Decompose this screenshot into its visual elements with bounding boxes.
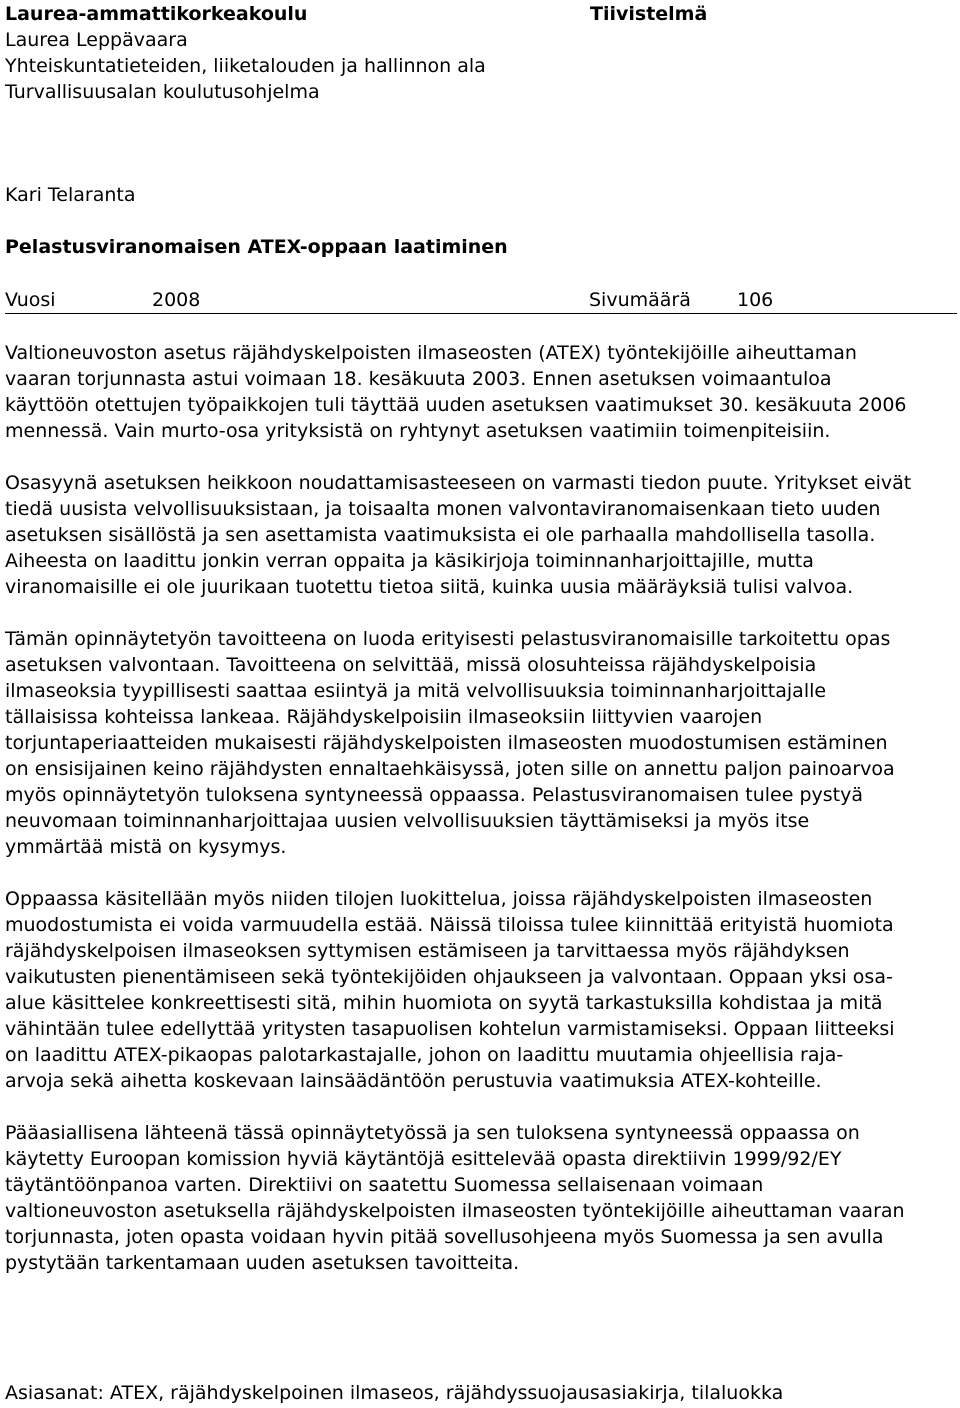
paragraph-line: vähintään tulee edellyttää yritysten tasapuolisen kohtelun varmistamiseksi. Oppaan liitteeksi (5, 1018, 895, 1040)
paragraph-line: Osasyynä asetuksen heikkoon noudattamisasteeseen on varmasti tiedon puute. Yritykset eivät (5, 472, 912, 494)
paragraph-line: viranomaisille ei ole juurikaan tuotettu tietoa siitä, kuinka uusia määräyksiä tulisi valvoa. (5, 576, 854, 598)
document-type: Tiivistelmä (590, 3, 708, 25)
paragraph-line: Pääasiallisena lähteenä tässä opinnäytetyössä ja sen tuloksena syntyneessä oppaassa on (5, 1122, 860, 1144)
paragraph-line: vaikutusten pienentämiseen sekä työntekijöiden ohjaukseen ja valvontaan. Oppaan yksi osa- (5, 966, 893, 988)
abstract-paragraph (5, 340, 957, 444)
abstract-paragraph (5, 626, 957, 860)
paragraph-line: torjuntaperiaatteiden mukaisesti räjähdyskelpoisten ilmaseosten muodostumisen estäminen (5, 732, 888, 754)
paragraph-line: valtioneuvoston asetuksella räjähdyskelpoisten ilmaseosten työntekijöille aiheuttaman vaaran (5, 1200, 905, 1222)
paragraph-gap (5, 860, 957, 886)
paragraph-line: neuvomaan toiminnanharjoittajaa uusien velvollisuuksien täyttämiseksi ja myös itse (5, 810, 810, 832)
pages-value: 106 (737, 289, 774, 311)
abstract-paragraph (5, 1120, 957, 1276)
paragraph-line: ilmaseoksia tyypillisesti saattaa esiintyä ja mitä velvollisuuksia toiminnanharjoittajalle (5, 680, 827, 702)
keywords-line: Asiasanat: ATEX, räjähdyskelpoinen ilmaseos, räjähdyssuojausasiakirja, tilaluokka (5, 1382, 784, 1404)
paragraph-line: räjähdyskelpoisen ilmaseoksen syttymisen estämiseen ja tarvittaessa myös räjähdyksen (5, 940, 850, 962)
paragraph-line: on laadittu ATEX-pikaopas palotarkastajalle, johon on laadittu muutamia ohjeellisia raja- (5, 1044, 844, 1066)
paragraph-line: Valtioneuvoston asetus räjähdyskelpoisten ilmaseosten (ATEX) työntekijöille aiheuttaman (5, 342, 857, 364)
paragraph-line: käyttöön otettujen työpaikkojen tuli täyttää uuden asetuksen vaatimukset 30. kesäkuuta 2006 (5, 394, 907, 416)
paragraph-line: torjunnasta, joten opasta voidaan hyvin pitää sovellusohjeena myös Suomessa ja sen avulla (5, 1226, 884, 1248)
abstract-body (5, 340, 957, 1276)
paragraph-line: vaaran torjunnasta astui voimaan 18. kesäkuuta 2003. Ennen asetuksen voimaantuloa (5, 368, 832, 390)
paragraph-line: pystytään tarkentamaan uuden asetuksen tavoitteita. (5, 1252, 520, 1274)
degree-programme: Turvallisuusalan koulutusohjelma (5, 81, 320, 103)
paragraph-line: Oppaassa käsitellään myös niiden tilojen luokittelua, joissa räjähdyskelpoisten ilmaseosten (5, 888, 873, 910)
thesis-title: Pelastusviranomaisen ATEX-oppaan laatiminen (5, 236, 508, 258)
institution-block (5, 1, 585, 105)
paragraph-line: mennessä. Vain murto-osa yrityksistä on ryhtynyt asetuksen vaatimiin toimenpiteisiin. (5, 420, 831, 442)
paragraph-line: myös opinnäytetyön tuloksena syntyneessä oppaassa. Pelastusviranomaisen tulee pystyä (5, 784, 863, 806)
field-of-study: Yhteiskuntatieteiden, liiketalouden ja hallinnon ala (5, 55, 486, 77)
paragraph-line: tiedä uusista velvollisuuksistaan, ja toisaalta monen valvontaviranomaisenkaan tieto uuden (5, 498, 881, 520)
paragraph-line: Tämän opinnäytetyön tavoitteena on luoda erityisesti pelastusviranomaisille tarkoitettu opas (5, 628, 891, 650)
paragraph-gap (5, 444, 957, 470)
paragraph-line: Aiheesta on laadittu jonkin verran oppaita ja käsikirjoja toiminnanharjoittajille, mutta (5, 550, 814, 572)
campus-name: Laurea Leppävaara (5, 29, 188, 51)
paragraph-line: ymmärtää mistä on kysymys. (5, 836, 287, 858)
document-page (5, 0, 955, 1408)
paragraph-line: muodostumista ei voida varmuudella estää. Näissä tiloissa tulee kiinnittää erityistä huomiota (5, 914, 894, 936)
paragraph-line: alue käsittelee konkreettisesti sitä, mihin huomiota on syytä tarkastuksilla kohdistaa ja mitä (5, 992, 883, 1014)
paragraph-line: täytäntöönpanoa varten. Direktiivi on saatettu Suomessa sellaisenaan voimaan (5, 1174, 764, 1196)
paragraph-line: on ensisijainen keino räjähdysten ennaltaehkäisyssä, joten sille on annettu paljon painoarvoa (5, 758, 895, 780)
abstract-paragraph (5, 886, 957, 1094)
year-value: 2008 (152, 289, 201, 311)
institution-name: Laurea-ammattikorkeakoulu (5, 3, 308, 25)
paragraph-gap (5, 1094, 957, 1120)
paragraph-line: käytetty Euroopan komission hyviä käytäntöjä esittelevää opasta direktiivin 1999/92/EY (5, 1148, 842, 1170)
year-label: Vuosi (5, 289, 56, 311)
author-name: Kari Telaranta (5, 184, 136, 206)
paragraph-gap (5, 600, 957, 626)
paragraph-line: asetuksen sisällöstä ja sen asettamista vaatimuksista ei ole parhaalla mahdollisella tasolla. (5, 524, 876, 546)
meta-row (5, 285, 957, 314)
paragraph-line: asetuksen valvontaan. Tavoitteena on selvittää, missä olosuhteissa räjähdyskelpoisia (5, 654, 817, 676)
paragraph-line: arvoja sekä aihetta koskevaan lainsäädäntöön perustuvia vaatimuksia ATEX-kohteille. (5, 1070, 822, 1092)
abstract-paragraph (5, 470, 957, 600)
pages-label: Sivumäärä (589, 289, 691, 311)
paragraph-line: tällaisissa kohteissa lankeaa. Räjähdyskelpoisiin ilmaseoksiin liittyvien vaarojen (5, 706, 763, 728)
